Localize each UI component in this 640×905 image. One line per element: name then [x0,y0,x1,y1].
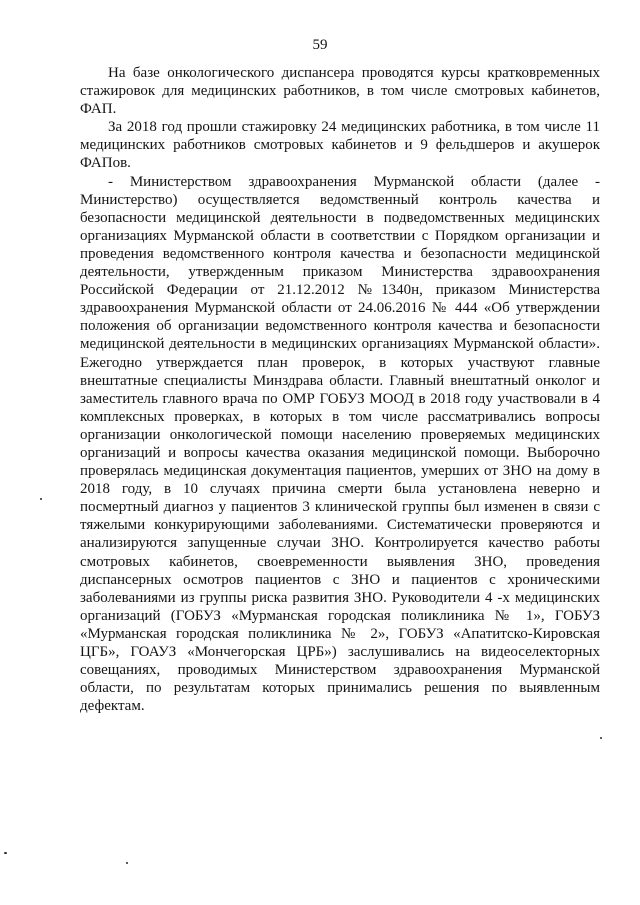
scan-speck [126,862,128,864]
paragraph-courses: На базе онкологического диспансера проводятся курсы кратковременных стажировок для медицинских работников, в том числе смотровых кабинетов, ФАП. [80,65,600,118]
scan-speck [4,852,7,854]
page-number: 59 [312,37,328,53]
scan-speck [40,498,42,500]
scan-speck [600,737,602,739]
paragraph-internship: За 2018 год прошли стажировку 24 медицинских работника, в том числе 11 медицинских работников смотровых кабинетов и 9 фельдшеров и акушерок ФАПов. [80,119,600,172]
paragraph-ministry-control: - Министерством здравоохранения Мурманской области (далее - Министерство) осуществляется ведомственный контроль качества и безопасности медицинской деятельности в подведомственных медицинских организациях Мурманской области в соответствии с Порядком организации и проведения ведомственного контроля качества и безопасности медицинской деятельности, утвержденным приказом Министерства здравоохранения Российской Федерации от 21.12.2012 №1340н, приказом Министерства здравоохранения Мурманской области от 24.06.2016 № 444 «Об утверждении положения об организации ведомственного контроля качества и безопасности медицинской деятельности в медицинских организациях Мурманской области». Ежегодно утверждается план проверок, в которых участвуют главные внештатные специалисты Минздрава области. Главный внештатный онколог и заместитель главного врача по ОМР ГОБУЗ МООД в 2018 году участвовали в 4 комплексных проверках, в которых в том числе рассматривались вопросы организации онкологической помощи населению проверяемых медицинских организаций и вопросы качества оказания медицинской помощи. Выборочно проверялась медицинская документация пациентов, умерших от ЗНО на дому в 2018 году, в 10 случаях причина смерти была установлена неверно и посмертный диагноз у пациентов 3 клинической группы был изменен в связи с тяжелыми конкурирующими заболеваниями. Систематически проверяются и анализируются запущенные случаи ЗНО. Контролируется качество работы смотровых кабинетов, своевременности выявления ЗНО, проведения диспансерных осмотров пациентов с ЗНО и пациентов с хроническими заболеваниями из группы риска развития ЗНО. Руководители 4 -х медицинских организаций (ГОБУЗ «Мурманская городская поликлиника № 1», ГОБУЗ «Мурманская городская поликлиника № 2», ГОБУЗ «Апатитско-Кировская ЦГБ», ГОАУЗ «Мончегорская ЦРБ») заслушивались на видеоселекторных совещаниях, проводимых Министерством здравоохранения Мурманской области, по результатам которых принимались решения по выявленным дефектам. [80,173,600,715]
body-text [80,64,600,715]
